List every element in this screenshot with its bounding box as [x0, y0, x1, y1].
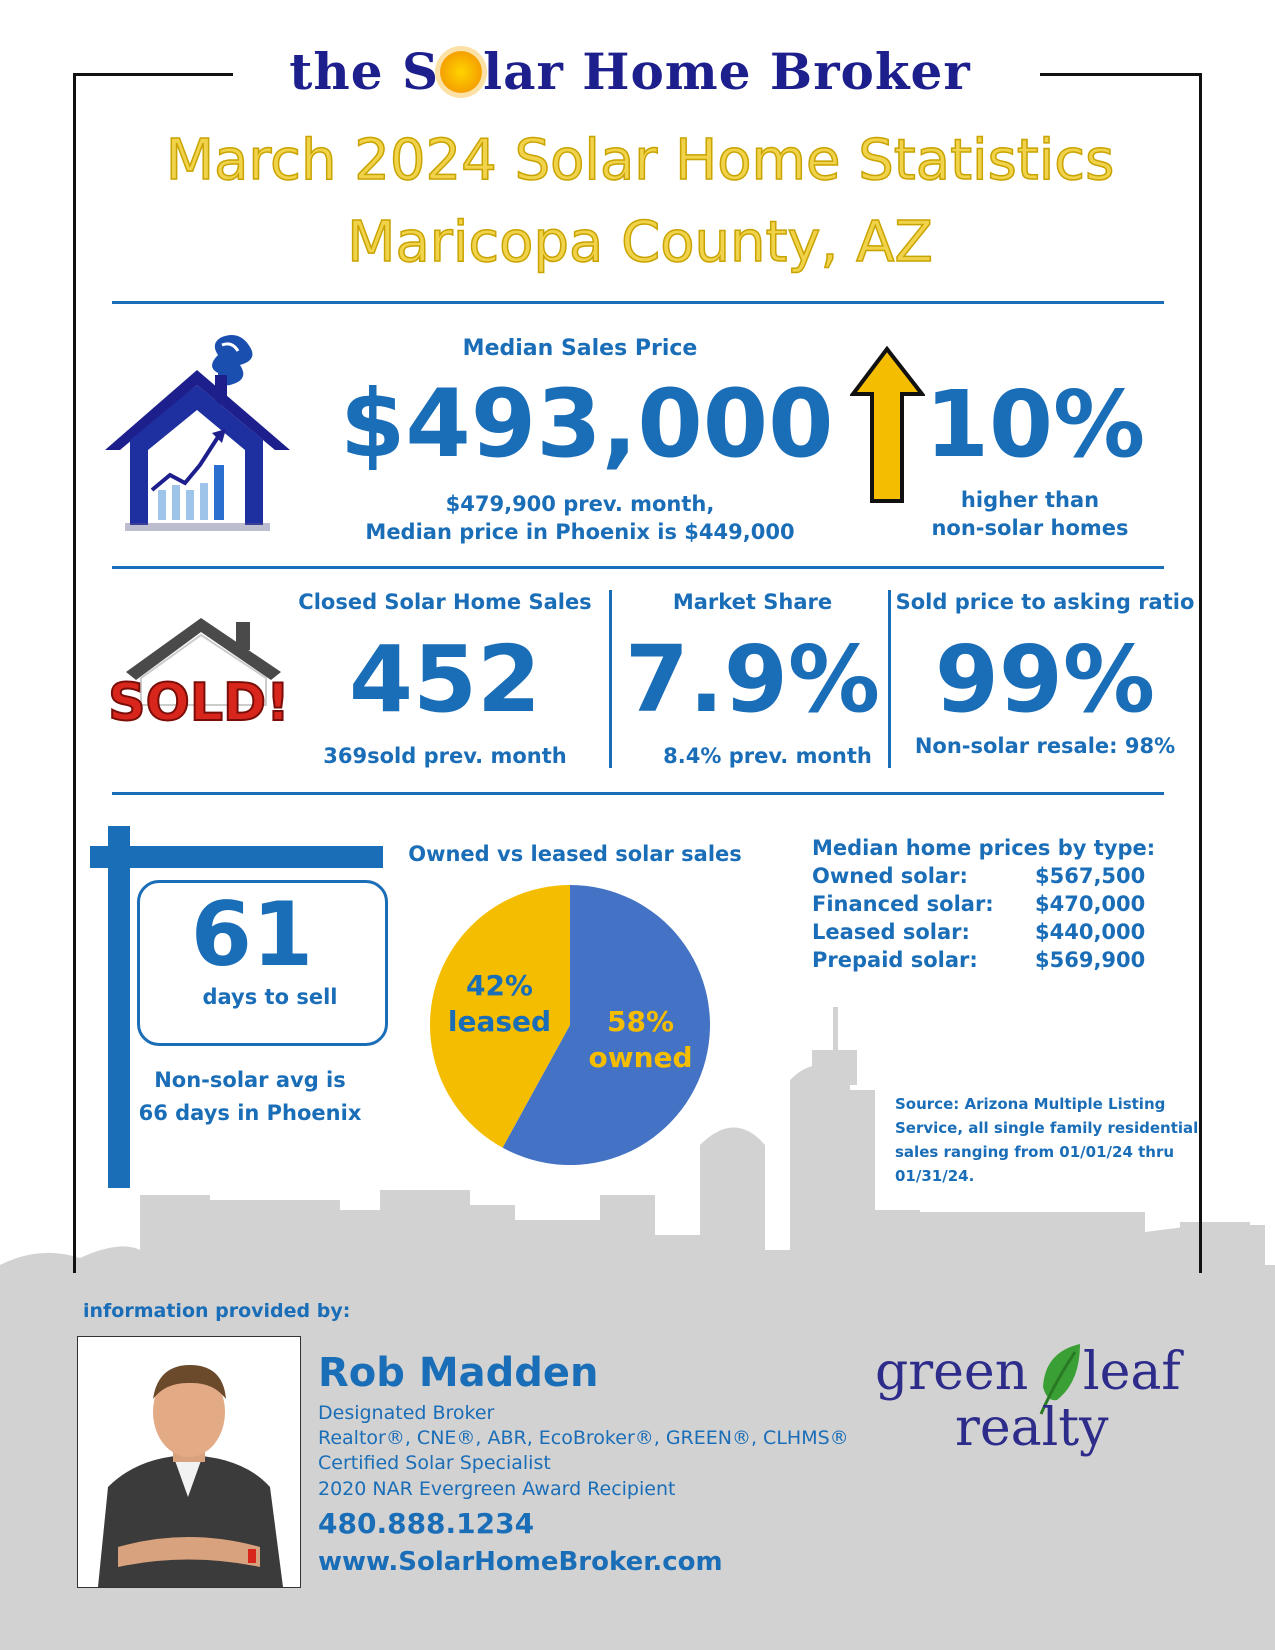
sold-ratio-note: Non-solar resale: 98% [914, 734, 1176, 758]
up-arrow-icon [850, 346, 925, 506]
sold-ratio-value: 99% [934, 626, 1156, 733]
headline-title: March 2024 Solar Home Statistics [165, 128, 1115, 193]
phoenix-price-note: Median price in Phoenix is $449,000 [365, 520, 795, 544]
sold-house-icon [96, 610, 306, 735]
logo-word-green: green [875, 1342, 1029, 1402]
agent-award: 2020 NAR Evergreen Award Recipient [318, 1478, 676, 1500]
owned-vs-leased-pie-chart [420, 870, 720, 1170]
source-note [895, 1092, 1205, 1188]
price-type-label: Prepaid solar: [812, 948, 978, 972]
logo-text-pre: the S [289, 42, 440, 101]
market-share-note: 8.4% prev. month [663, 744, 872, 768]
median-price-label: Median Sales Price [462, 336, 698, 361]
premium-percent: 10% [925, 371, 1146, 478]
sun-icon [440, 51, 482, 93]
price-type-label: Financed solar: [812, 892, 994, 916]
logo-text-post: lar Home Broker [483, 42, 971, 101]
sold-ratio-label: Sold price to asking ratio [895, 590, 1195, 614]
divider [112, 566, 1164, 569]
pie-slice-percent-label: 58% [606, 1005, 675, 1039]
agent-name: Rob Madden [318, 1350, 599, 1396]
days-unit: days to sell [202, 985, 338, 1009]
logo-word-realty: realty [955, 1398, 1109, 1458]
days-note-2: 66 days in Phoenix [138, 1101, 362, 1125]
provided-by-label: information provided by: [83, 1300, 351, 1322]
column-divider [609, 590, 612, 768]
house-chart-icon [100, 325, 295, 535]
price-type-value: $567,500 [1035, 864, 1146, 888]
price-type-value: $440,000 [1035, 920, 1146, 944]
prices-by-type-title: Median home prices by type: [812, 836, 1156, 860]
agent-certification: Certified Solar Specialist [318, 1452, 551, 1474]
sold-sign-text: SOLD! [108, 673, 290, 733]
divider [112, 792, 1164, 795]
frame-top-border-left [73, 73, 233, 76]
premium-note-2: non-solar homes [931, 516, 1129, 540]
agent-photo [77, 1336, 301, 1588]
price-type-label: Owned solar: [812, 864, 968, 888]
pie-chart-title: Owned vs leased solar sales [408, 842, 742, 866]
agent-credentials: Realtor®, CNE®, ABR, EcoBroker®, GREEN®, CLHMS® [318, 1427, 849, 1449]
frame-left-border [73, 73, 76, 1273]
market-share-value: 7.9% [624, 626, 881, 733]
green-leaf-realty-logo [875, 1342, 1215, 1472]
divider [112, 301, 1164, 304]
price-type-value: $470,000 [1035, 892, 1146, 916]
days-value: 61 [190, 883, 314, 986]
closed-sales-value: 452 [348, 626, 542, 733]
logo-word-leaf: leaf [1083, 1342, 1181, 1402]
frame-top-border-right [1040, 73, 1202, 76]
market-share-label: Market Share [672, 590, 833, 614]
sign-post [108, 826, 130, 1188]
solar-home-broker-logo [260, 42, 1000, 101]
source-line: Source: Arizona Multiple Listing [895, 1095, 1166, 1113]
agent-website-link[interactable]: www.SolarHomeBroker.com [318, 1547, 723, 1577]
pie-slice-category-label: owned [588, 1041, 693, 1075]
agent-title: Designated Broker [318, 1402, 495, 1424]
closed-sales-label: Closed Solar Home Sales [298, 590, 592, 614]
closed-sales-note: 369sold prev. month [323, 744, 567, 768]
sign-crossbar [90, 846, 383, 868]
premium-note: higher than [960, 488, 1100, 512]
price-type-label: Leased solar: [812, 920, 970, 944]
source-line: sales ranging from 01/01/24 thru [895, 1143, 1175, 1161]
pie-slice-percent-label: 42% [465, 968, 534, 1002]
pie-slice-category-label: leased [447, 1004, 552, 1038]
column-divider [888, 590, 891, 768]
price-type-value: $569,900 [1035, 948, 1146, 972]
source-line: 01/31/24. [895, 1167, 975, 1185]
source-line: Service, all single family residential [895, 1119, 1199, 1137]
agent-phone[interactable]: 480.888.1234 [318, 1507, 535, 1540]
headline-subtitle: Maricopa County, AZ [347, 210, 933, 275]
median-price-value: $493,000 [340, 370, 834, 479]
median-price-note: $479,900 prev. month, [445, 492, 715, 516]
days-note: Non-solar avg is [154, 1068, 346, 1092]
agent-portrait-image [78, 1337, 300, 1587]
